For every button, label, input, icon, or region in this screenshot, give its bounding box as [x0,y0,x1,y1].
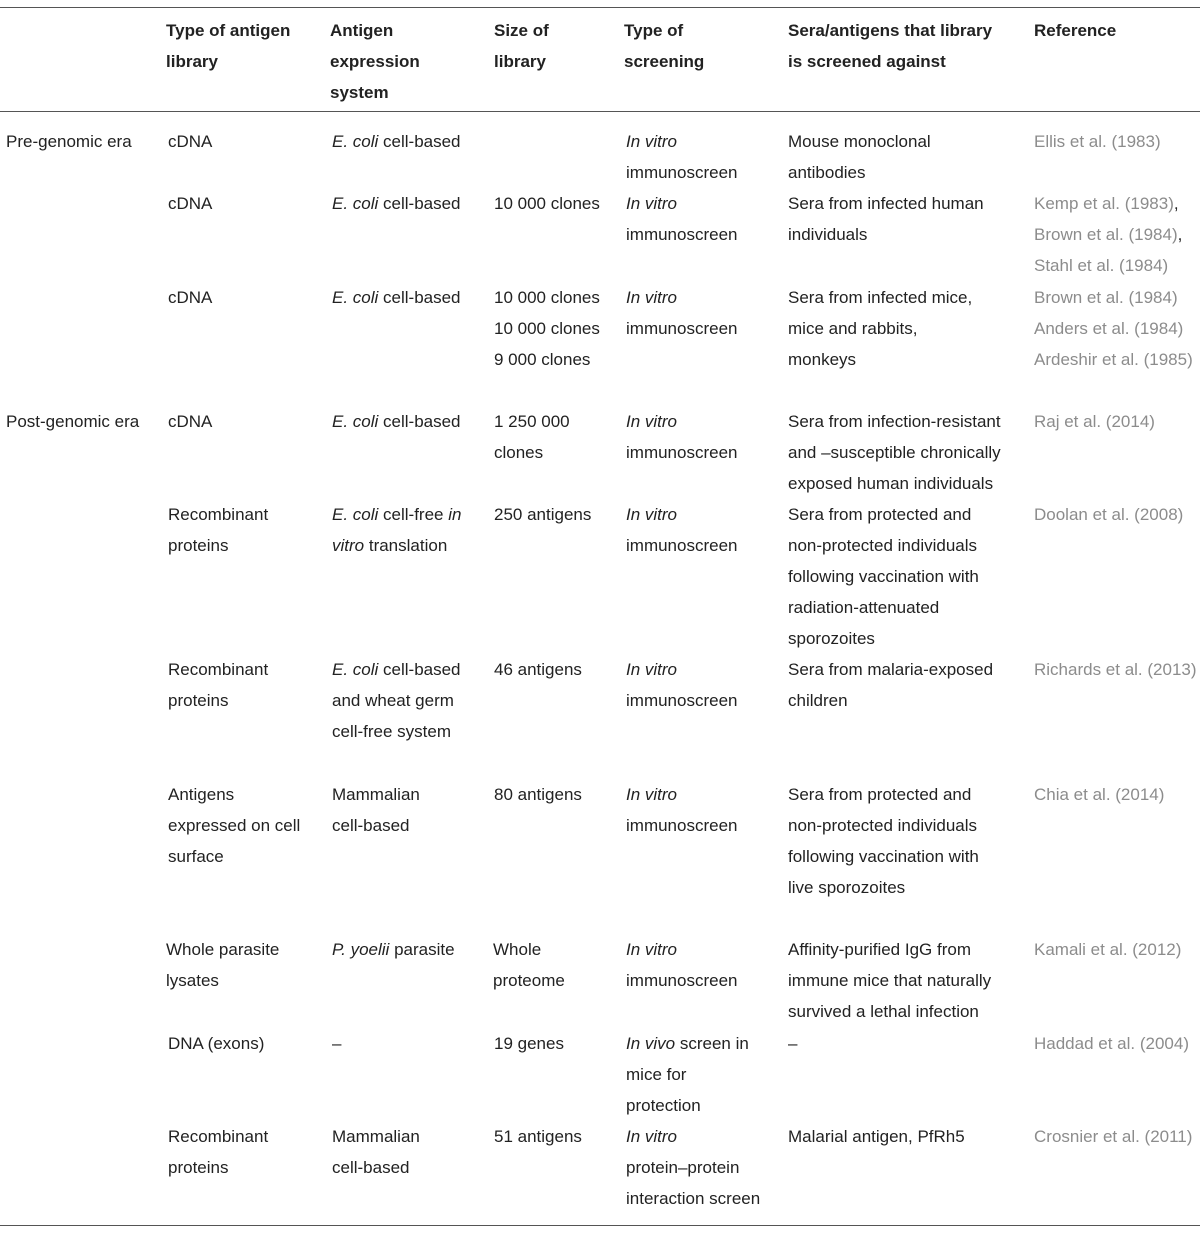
cell-reference: Richards et al. (2013) [1034,660,1197,679]
cell-sera: Sera from infection-resistant and –susceptible chronically exposed human individuals [788,412,1001,493]
cell-expression-system: E. coli cell-based [332,132,461,151]
cell-screening: In vitro immunoscreen [626,940,738,990]
cell-library-size: 19 genes [494,1034,564,1053]
cell-expression-system: Mammalian cell-based [332,785,420,835]
header-reference: Reference [1034,21,1117,40]
cell-expression-system: E. coli cell-free in vitro translation [332,505,462,555]
cell-sera: Sera from infected human individuals [788,194,984,244]
header-type-of-antigen-library: Type of antigen library [166,21,291,71]
cell-screening: In vitro immunoscreen [626,660,738,710]
table-bottom-rule [0,1225,1200,1226]
cell-sera: Mouse monoclonal antibodies [788,132,931,182]
header-sera-antigens: Sera/antigens that library is screened against [788,21,993,71]
cell-reference: Chia et al. (2014) [1034,785,1165,804]
cell-expression-system: E. coli cell-based [332,194,461,213]
cell-sera: Sera from infected mice, mice and rabbits, monkeys [788,288,973,369]
cell-library-type: Recombinant proteins [168,505,269,555]
cell-library-type: Recombinant proteins [168,660,269,710]
cell-library-type: cDNA [168,288,213,307]
cell-library-size: 250 antigens [494,505,592,524]
table-top-rule [0,7,1200,8]
cell-sera: Sera from protected and non-protected individuals following vaccination with radiation-attenuated sporozoites [788,505,979,648]
cell-library-size: Whole proteome [493,940,565,990]
cell-reference: Haddad et al. (2004) [1034,1034,1189,1053]
cell-library-type: cDNA [168,412,213,431]
header-type-of-screening: Type of screening [624,21,705,71]
cell-sera: – [788,1034,798,1053]
cell-sera: Malarial antigen, PfRh5 [788,1127,965,1146]
cell-screening: In vitro immunoscreen [626,194,738,244]
era-label-post-genomic: Post-genomic era [6,412,140,431]
cell-sera: Sera from malaria-exposed children [788,660,994,710]
cell-library-type: cDNA [168,194,213,213]
cell-library-type: Whole parasite lysates [166,940,280,990]
cell-library-type: Recombinant proteins [168,1127,269,1177]
header-antigen-expression-system: Antigen expression system [330,21,420,102]
cell-library-size: 51 antigens [494,1127,582,1146]
cell-library-size: 80 antigens [494,785,582,804]
header-size-of-library: Size of library [494,21,549,71]
table-header-rule [0,111,1200,112]
cell-library-size: 10 000 clones [494,194,600,213]
cell-library-type: Antigens expressed on cell surface [168,785,301,866]
cell-expression-system: P. yoelii parasite [332,940,455,959]
cell-reference: Doolan et al. (2008) [1034,505,1184,524]
cell-reference: Brown et al. (1984) Anders et al. (1984) Ardeshir et al. (1985) [1034,288,1193,369]
cell-sera: Sera from protected and non-protected individuals following vaccination with live sporozoites [788,785,979,897]
cell-library-size: 10 000 clones 10 000 clones 9 000 clones [494,288,600,369]
cell-screening: In vitro immunoscreen [626,132,738,182]
cell-screening: In vitro immunoscreen [626,288,738,338]
cell-library-type: cDNA [168,132,213,151]
cell-expression-system: E. coli cell-based [332,412,461,431]
cell-library-size: 46 antigens [494,660,582,679]
cell-screening: In vitro immunoscreen [626,505,738,555]
cell-screening: In vitro immunoscreen [626,785,738,835]
cell-expression-system: – [332,1034,342,1053]
cell-reference: Raj et al. (2014) [1034,412,1155,431]
cell-reference: Crosnier et al. (2011) [1034,1127,1193,1146]
cell-screening: In vivo screen in mice for protection [626,1034,749,1115]
cell-library-size: 1 250 000 clones [494,412,570,462]
era-label-pre-genomic: Pre-genomic era [6,132,132,151]
cell-library-type: DNA (exons) [168,1034,265,1053]
cell-sera: Affinity-purified IgG from immune mice that naturally survived a lethal infection [788,940,992,1021]
cell-reference: Ellis et al. (1983) [1034,132,1161,151]
cell-expression-system: Mammalian cell-based [332,1127,420,1177]
cell-reference: Kamali et al. (2012) [1034,940,1182,959]
cell-expression-system: E. coli cell-based and wheat germ cell-free system [332,660,461,741]
cell-screening: In vitro protein–protein interaction screen [626,1127,761,1208]
cell-expression-system: E. coli cell-based [332,288,461,307]
cell-reference: Kemp et al. (1983), Brown et al. (1984), Stahl et al. (1984) [1034,194,1183,275]
cell-screening: In vitro immunoscreen [626,412,738,462]
